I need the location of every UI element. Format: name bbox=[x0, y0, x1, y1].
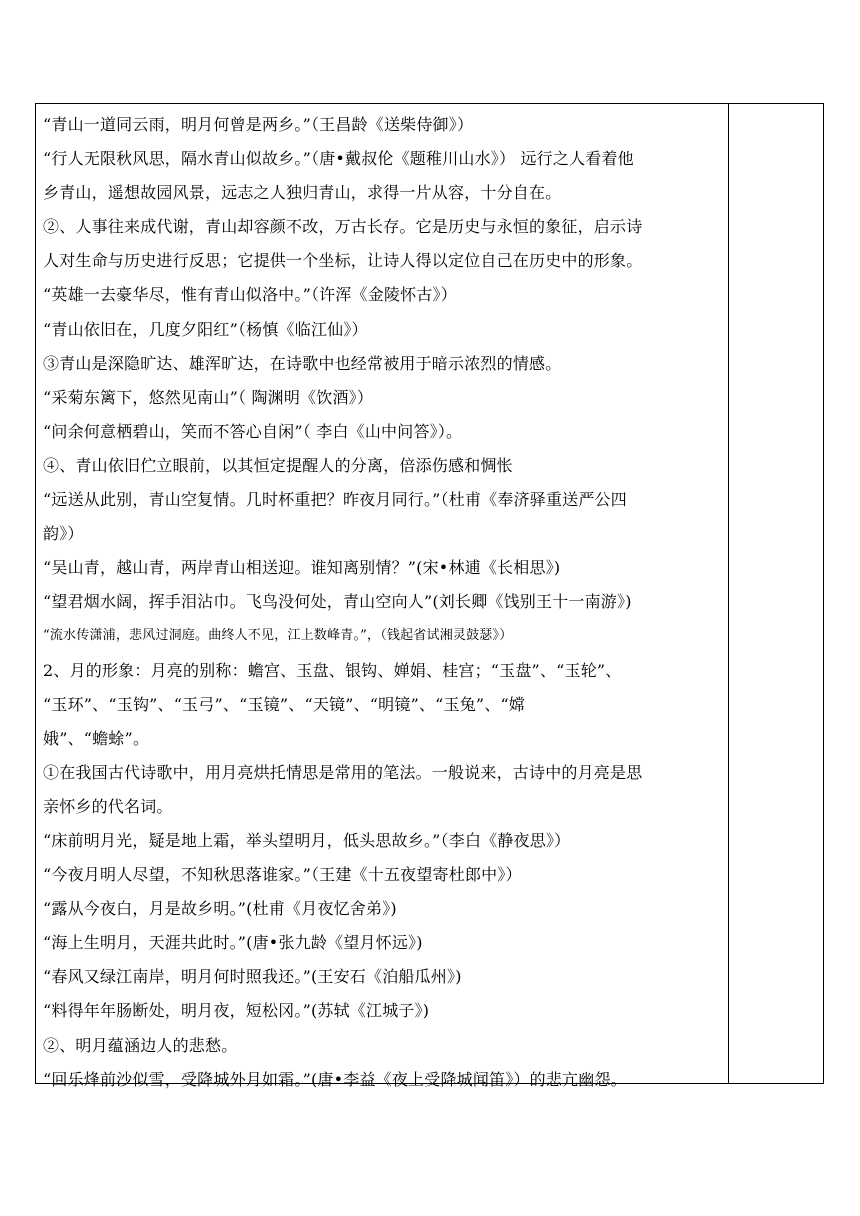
text-line: ③青山是深隐旷达、雄浑旷达，在诗歌中也经常被用于暗示浓烈的情感。 bbox=[43, 353, 562, 373]
side-cell bbox=[729, 104, 824, 1083]
text-line: 2、月的形象：月亮的别称：蟾宫、玉盘、银钩、婵娟、桂宫；“玉盘”、“玉轮”、 bbox=[43, 660, 622, 680]
text-line: “春风又绿江南岸，明月何时照我还。”(王安石《泊船瓜州》) bbox=[43, 967, 462, 987]
text-line: “玉环”、“玉钩”、“玉弓”、“玉镜”、“天镜”、“明镜”、“玉兔”、“嫦 bbox=[43, 694, 526, 714]
text-line: “青山一道同云雨，明月何曾是两乡。”（王昌龄《送柴侍御》） bbox=[43, 115, 474, 134]
main-cell bbox=[43, 108, 695, 1097]
content-table bbox=[35, 103, 824, 1089]
text-line: 娥”、“蟾蜍”。 bbox=[43, 728, 150, 748]
text-line: “回乐烽前沙似雪，受降城外月如霜。”(唐•李益《夜上受降城闻笛》）的悲亢幽怨。 bbox=[43, 1069, 627, 1089]
text-line: “青山依旧在，几度夕阳红”（杨慎《临江仙》） bbox=[43, 319, 368, 339]
text-line: 乡青山，遥想故园风景，远志之人独归青山，求得一片从容，十分自在。 bbox=[43, 183, 562, 203]
text-line: “采菊东篱下，悠然见南山”（ 陶渊明《饮酒》） bbox=[43, 387, 374, 407]
text-line: “海上生明月，天涯共此时。”(唐•张九龄《望月怀远》) bbox=[43, 933, 423, 953]
text-line: “问余何意栖碧山，笑而不答心自闲”（ 李白《山中问答》）。 bbox=[43, 421, 463, 441]
text-line: “英雄一去豪华尽，惟有青山似洛中。”（许浑《金陵怀古》） bbox=[43, 285, 457, 305]
text-line: “料得年年肠断处，明月夜，短松冈。”(苏轼《江城子》) bbox=[43, 1001, 430, 1021]
text-line: “床前明月光，疑是地上霜，举头望明月，低头思故乡。”（李白《静夜思》） bbox=[43, 830, 571, 850]
text-line: ②、人事往来成代谢，青山却容颜不改，万古长存。它是历史与永恒的象征，启示诗 bbox=[43, 217, 643, 237]
text-line: 亲怀乡的代名词。 bbox=[43, 796, 173, 816]
text-line: ①在我国古代诗歌中，用月亮烘托情思是常用的笔法。一般说来，古诗中的月亮是思 bbox=[43, 762, 643, 782]
text-line: “望君烟水阔，挥手泪沾巾。飞鸟没何处，青山空向人”(刘长卿《饯别王十一南游》) bbox=[43, 592, 632, 612]
text-line: “流水传潇浦，悲风过洞庭。曲终人不见，江上数峰青。”，（钱起省试湘灵鼓瑟》） bbox=[43, 628, 513, 644]
text-line: 韵》） bbox=[43, 524, 84, 544]
text-line: “行人无限秋风思，隔水青山似故乡。”（唐•戴叔伦《题稚川山水》） 远行之人看着他 bbox=[43, 149, 634, 169]
text-line: “露从今夜白，月是故乡明。”(杜甫《月夜忆舍弟》) bbox=[43, 899, 397, 919]
text-line: ②、明月蕴涵边人的悲愁。 bbox=[43, 1035, 238, 1055]
text-line: “远送从此别，青山空复情。几时杯重把？昨夜月同行。”（杜甫《奉济驿重送严公四 bbox=[43, 490, 627, 510]
text-line: 人对生命与历史进行反思；它提供一个坐标，让诗人得以定位自己在历史中的形象。 bbox=[43, 251, 643, 271]
text-line: “今夜月明人尽望，不知秋思落谁家。”（王建《十五夜望寄杜郎中》） bbox=[43, 865, 522, 885]
text-line: “吴山青，越山青，两岸青山相送迎。谁知离别情？”(宋•林逋《长相思》) bbox=[43, 558, 561, 578]
text-line: ④、青山依旧伫立眼前，以其恒定提醒人的分离，倍添伤感和惆怅 bbox=[43, 455, 513, 475]
